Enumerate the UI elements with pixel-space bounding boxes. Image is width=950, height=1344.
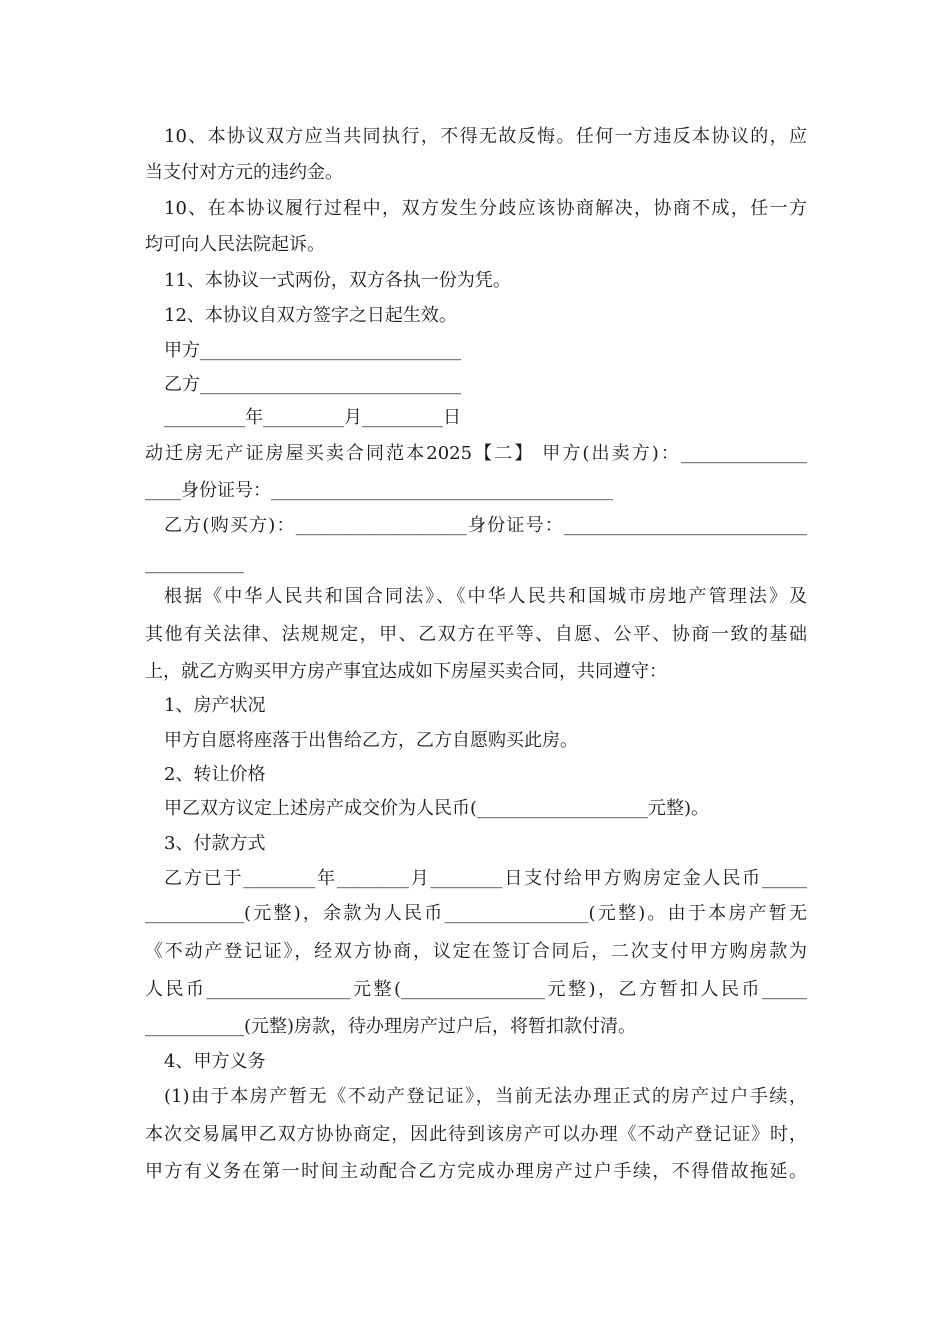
text-line: 其他有关法律、法规规定，甲、乙双方在平等、自愿、公平、协商一致的基础 [145,624,807,645]
text-line: ___________(元整)房款，待办理房产过户后，将暂扣款付清。 [145,1016,637,1037]
clause-heading: 2、转让价格 [164,764,266,785]
clause-heading: 3、付款方式 [164,833,266,854]
text-line: 当支付对方元的违约金。 [145,162,343,183]
text-line: 10、本协议双方应当共同执行，不得无故反悔。任何一方违反本协议的，应 [164,126,807,147]
text-line: 乙方已于________年________月________日支付给甲方购房定金人民币_____ [164,868,807,889]
clause-heading: 4、甲方义务 [164,1051,266,1072]
text-line: ____身份证号：______________________________________ [145,480,613,501]
text-line: ___________(元整)，余款为人民币________________(元整)。由于本房产暂无 [145,903,807,924]
section-heading: 动迁房无产证房屋买卖合同范本2025【二】 甲方(出卖方)：______________ [145,443,807,464]
text-line: 甲方自愿将座落于出售给乙方，乙方自愿购买此房。 [164,730,578,751]
signature-line-party-b: 乙方_____________________________ [164,374,461,395]
text-line: 均可向人民法院起诉。 [145,234,325,255]
text-line: (1)由于本房产暂无《不动产登记证》，当前无法办理正式的房产过户手续， [164,1086,807,1107]
text-line: 11、本协议一式两份，双方各执一份为凭。 [164,270,511,291]
text-line: 人民币________________元整(________________元整)，乙方暂扣人民币_____ [145,979,807,1000]
text-line: 甲方有义务在第一时间主动配合乙方完成办理房产过户手续，不得借故拖延。 [145,1161,807,1182]
text-line: 甲乙双方议定上述房产成交价为人民币(___________________元整)。 [164,798,710,819]
text-line: 根据《中华人民共和国合同法》、《中华人民共和国城市房地产管理法》及 [164,586,807,607]
clause-heading: 1、房产状况 [164,695,266,716]
text-line: 10、在本协议履行过程中，双方发生分歧应该协商解决，协商不成，任一方 [164,198,807,219]
signature-line-party-a: 甲方_____________________________ [164,340,461,361]
text-line: 《不动产登记证》，经双方协商，议定在签订合同后，二次支付甲方购房款为 [145,941,807,962]
text-line: 上，就乙方购买甲方房产事宜达成如下房屋买卖合同，共同遵守： [145,661,667,682]
text-line: 乙方(购买方)：___________________身份证号：___________________________ [164,515,807,536]
text-line: 本次交易属甲乙双方协协商定，因此待到该房产可以办理《不动产登记证》时， [145,1124,807,1145]
text-line: 12、本协议自双方签字之日起生效。 [164,305,457,326]
date-line: _________年_________月_________日 [164,407,461,428]
text-line: ___________ [145,553,244,574]
